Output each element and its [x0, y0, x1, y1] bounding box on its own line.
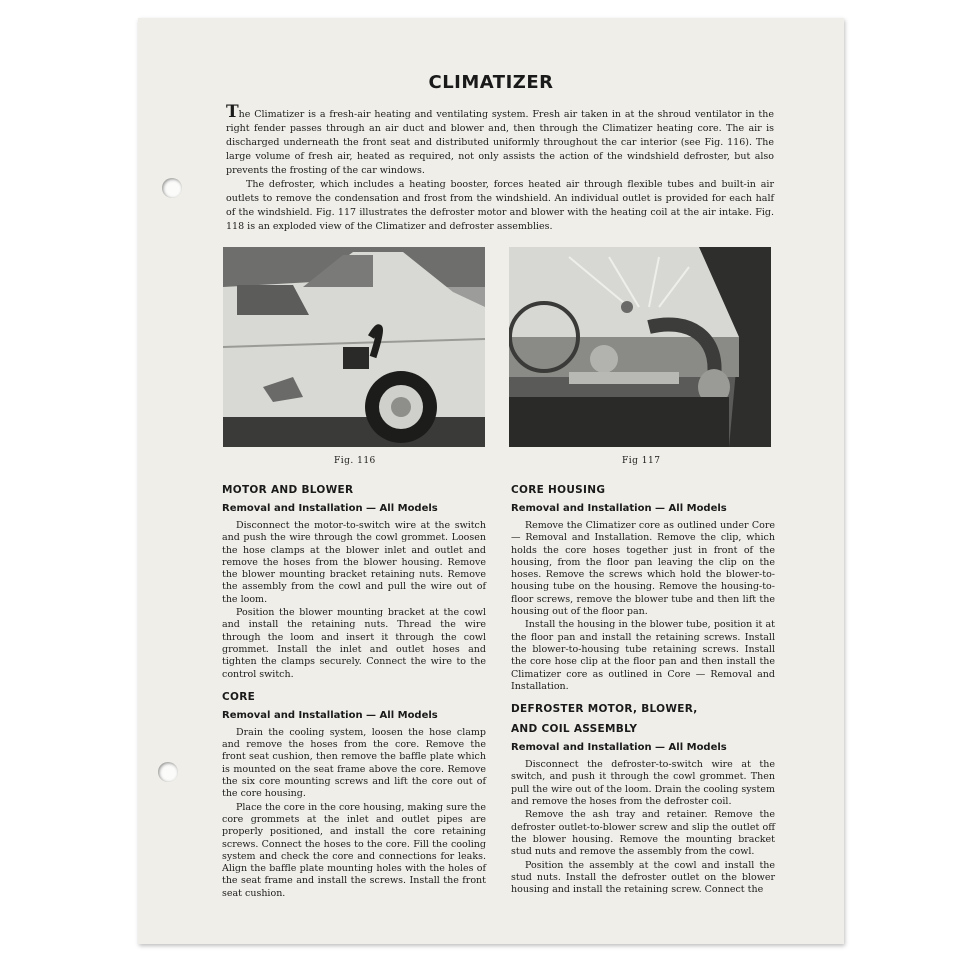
page-title: CLIMATIZER: [428, 72, 554, 93]
paragraph: Remove the Climatizer core as outlined under Core — Removal and Installation. Remove the clip, which holds the core hoses together just in front of the housing, from the floor pan leaving the clip on the hoses. Remove the screws which hold the blower-to-housing tube on the housing. Remove the housing-to-floor screws, remove the blower tube and then lift the housing out of the floor pan.: [511, 520, 775, 618]
subheading-removal-installation: Removal and Installation — All Models: [511, 503, 727, 514]
paragraph: Disconnect the defroster-to-switch wire at the switch, and push it through the cowl grommet. Then pull the wire out of the loom. Drain the cooling system and remove the hoses from the defroster coil.: [511, 759, 775, 808]
paragraph: Place the core in the core housing, making sure the core grommets at the inlet and outlet pipes are properly positioned, and install the core retaining screws. Connect the hoses to the core. Fill the cooling system and check the core and connections for leaks. Align the baffle plate mounting holes with the holes of the seat frame and install the screws. Install the front seat cushion.: [222, 801, 486, 899]
subheading-removal-installation: Removal and Installation — All Models: [222, 503, 438, 514]
binder-hole-bottom: [158, 762, 178, 782]
paragraph: Position the assembly at the cowl and install the stud nuts. Install the defroster outlet on the blower housing and install the retaining screw. Connect the: [511, 859, 775, 896]
paragraph: Position the blower mounting bracket at the cowl and install the retaining nuts. Thread the wire through the loom and insert it through the cowl grommet. Install the inlet and outlet hoses and tighten the clamps securely. Connect the wire to the control switch.: [222, 607, 486, 680]
paragraph: Install the housing in the blower tube, position it at the floor pan and install the retaining screws. Install the blower-to-housing tube retaining screws. Install the core hose clip at the floor pan and then install the Climatizer core as outlined in Core — Removal and Installation.: [511, 619, 775, 692]
intro-paragraph-1-text: he Climatizer is a fresh-air heating and ventilating system. Fresh air taken in at the shroud ventilator in the right fender passes through an air duct and blower and, then through the Climatizer heating core. The air is discharged underneath the front seat and distributed uniformly throughout the car interior (see Fig. 116). The large volume of fresh air, heated as required, not only assists the action of the windshield defroster, but also prevents the frosting of the car windows.: [226, 109, 774, 176]
intro-paragraph-1: [226, 102, 774, 178]
left-column: [222, 480, 486, 901]
paragraph: Remove the ash tray and retainer. Remove the defroster outlet-to-blower screw and slip the outlet off the blower housing. Remove the mounting bracket stud nuts and remove the assembly from the cowl.: [511, 809, 775, 858]
section-heading-core-housing: CORE HOUSING: [511, 484, 606, 496]
subheading-removal-installation: Removal and Installation — All Models: [222, 709, 438, 721]
figure-116-photo: [223, 247, 485, 447]
figure-116-caption: Fig. 116: [334, 456, 376, 466]
subheading-removal-installation: Removal and Installation — All Models: [511, 742, 727, 754]
intro-paragraph-2: The defroster, which includes a heating booster, forces heated air through flexible tubes and built-in air outlets to remove the condensation and frost from the windshield. An individual outlet is provided for each half of the windshield. Fig. 117 illustrates the defroster motor and blower with the heating coil at the air intake. Fig. 118 is an exploded view of the Climatizer and defroster assemblies.: [226, 179, 774, 232]
binder-hole-top: [162, 178, 182, 198]
drop-cap: T: [226, 102, 239, 122]
section-heading-defroster-line-2: AND COIL ASSEMBLY: [511, 723, 638, 736]
car-side-illustration: [223, 247, 485, 447]
figure-117-photo: [509, 247, 771, 447]
section-heading-motor-blower: MOTOR AND BLOWER: [222, 484, 354, 496]
intro-text: [226, 102, 774, 234]
section-heading-defroster-line-1: DEFROSTER MOTOR, BLOWER,: [511, 703, 698, 716]
manual-page: [138, 18, 844, 944]
right-column: [511, 480, 775, 897]
dashboard-illustration: [509, 247, 771, 447]
section-heading-core: CORE: [222, 690, 256, 703]
paragraph: Drain the cooling system, loosen the hose clamp and remove the hoses from the core. Remove the front seat cushion, then remove the baffle plate which is mounted on the seat frame above the core. Remove the six core mounting screws and lift the core out of the core housing.: [222, 726, 486, 800]
figure-117-caption: Fig 117: [622, 456, 661, 466]
paragraph: Disconnect the motor-to-switch wire at the switch and push the wire through the cowl grommet. Loosen the hose clamps at the blower inlet and outlet and remove the hoses from the blower housing. Remove the blower mounting bracket retaining nuts. Remove the assembly from the cowl and pull the wire out of the loom.: [222, 520, 486, 605]
